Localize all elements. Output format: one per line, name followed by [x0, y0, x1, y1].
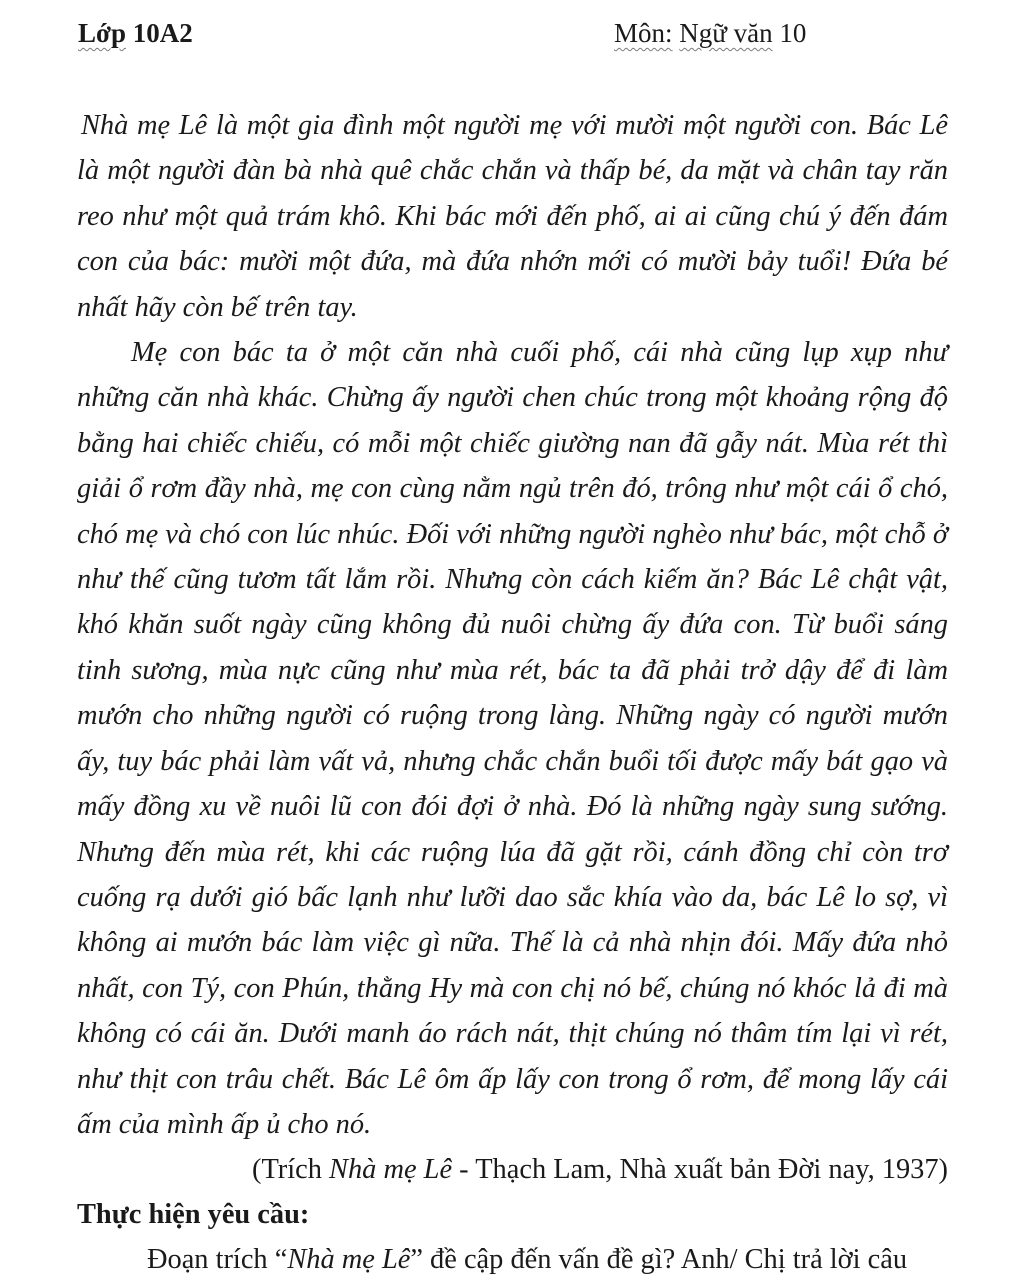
subject-prefix: Môn:: [614, 18, 673, 48]
question-prefix: Đoạn trích “: [147, 1244, 288, 1275]
passage-paragraph-2: Mẹ con bác ta ở một căn nhà cuối phố, cái nhà cũng lụp xụp như những căn nhà khác. Chừng ấy người chen chúc trong một khoảng rộng độ bằng hai chiếc chiếu, có mỗi một chiếc giường nan đã gẫy nát. Mùa rét thì giải ổ rơm đầy nhà, mẹ con cùng nằm ngủ trên đó, trông như một cái ổ chó, chó mẹ và chó con lúc nhúc. Đối với những người nghèo như bác, một chỗ ở như thế cũng tươm tất lắm rồi. Nhưng còn cách kiếm ăn? Bác Lê chật vật, khó khăn suốt ngày cũng không đủ nuôi chừng ấy đứa con. Từ buổi sáng tinh sương, mùa nực cũng như mùa rét, bác ta đã phải trở dậy để đi làm mướn cho những người có ruộng trong làng. Những ngày có người mướn ấy, tuy bác phải làm vất vả, nhưng chắc chắn buổi tối được mấy bát gạo và mấy đồng xu về nuôi lũ con đói đợi ở nhà. Đó là những ngày sung sướng. Nhưng đến mùa rét, khi các ruộng lúa đã gặt rồi, cánh đồng chỉ còn trơ cuống rạ dưới gió bấc lạnh như lưỡi dao sắc khía vào da, bác Lê lo sợ, vì không ai mướn bác làm việc gì nữa. Thế là cả nhà nhịn đói. Mấy đứa nhỏ nhất, con Tý, con Phún, thằng Hy mà con chị nó bế, chúng nó khóc lả đi mà không có cái ăn. Dưới manh áo rách nát, thịt chúng nó thâm tím lại vì rét, như thịt con trâu chết. Bác Lê ôm ấp lấy con trong ổ rơm, để mong lấy cái ấm của mình ấp ủ cho nó.: [77, 337, 948, 1140]
subject-grade: 10: [779, 18, 807, 48]
document-header: [78, 14, 838, 54]
passage: [77, 103, 948, 1147]
class-name: 10A2: [132, 18, 193, 48]
citation-suffix: - Thạch Lam, Nhà xuất bản Đời nay, 1937): [452, 1154, 948, 1185]
question-text: [147, 1238, 907, 1282]
subject-label: [614, 14, 806, 52]
class-label: [78, 14, 193, 52]
citation-prefix: (Trích: [251, 1154, 330, 1185]
citation-work-title: Nhà mẹ Lê: [329, 1154, 453, 1185]
question-work-title: Nhà mẹ Lê: [287, 1244, 411, 1275]
question-suffix: ” đề cập đến vấn đề gì? Anh/ Chị trả lời câu: [410, 1244, 908, 1275]
passage-paragraph-1: Nhà mẹ Lê là một gia đình một người mẹ với mười một người con. Bác Lê là một người đàn bà nhà quê chắc chắn và thấp bé, da mặt và chân tay răn reo như một quả trám khô. Khi bác mới đến phố, ai ai cũng chú ý đến đám con của bác: mười một đứa, mà đứa nhớn mới có mười bảy tuổi! Đứa bé nhất hãy còn bế trên tay.: [77, 110, 948, 323]
class-prefix: Lớp: [78, 18, 126, 48]
source-citation: [252, 1147, 948, 1192]
subject-name: Ngữ văn: [679, 18, 773, 48]
task-heading: Thực hiện yêu cầu:: [77, 1199, 310, 1230]
